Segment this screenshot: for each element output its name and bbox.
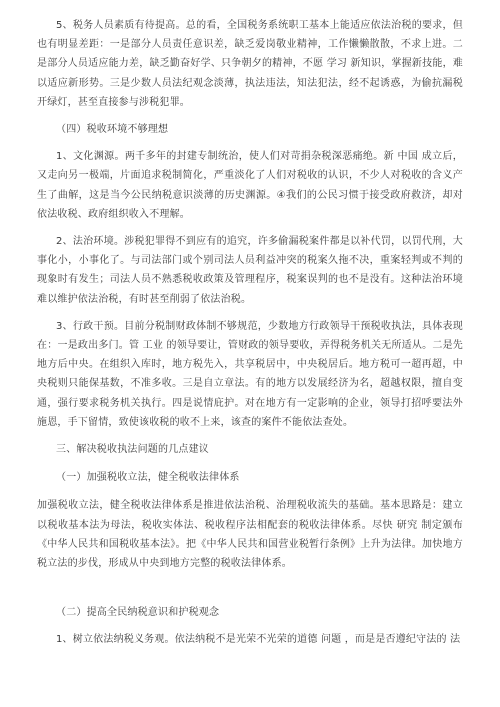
- subsection-heading-awareness: （二）提高全民纳税意识和护税观念: [56, 607, 220, 619]
- paragraph-tax-obligation: 1、树立依法纳税义务观。依法纳税不是光荣不光荣的道德 问题 ，而是是否遵纪守法的 法: [56, 634, 461, 646]
- paragraph-cultural-origin: 1、文化渊源。两千多年的封建专制统治，使人们对苛捐杂税深恶痛绝。新 中国 成立后，又走向另一极端，片面追求税制简化，严重淡化了人们对税收的认识，不少人对税收的含义产生了曲解，这是当今公民纳税意识淡薄的历史渊源。④我们的公民习惯于接受政府救济，却对依法收税、政府组织收入不理解。: [37, 151, 463, 220]
- paragraph-staff-quality: 5、税务人员素质有待提高。总的看，全国税务系统职工基本上能适应依法治税的要求，但也有明显差距：一是部分人员责任意识差，缺乏爱岗敬业精神，工作懒懒散散，不求上进。二是部分人员适应能力差，缺乏勤奋好学、只争朝夕的精神，不愿 学习 新知识，掌握新技能，难以适应新形势。三是少数人员法纪观念淡薄，执法违法，知法犯法，经不起诱惑，为偷抗漏税开绿灯，甚至直接参与涉税犯罪。: [37, 20, 463, 108]
- document-page: [37, 16, 463, 650]
- subsection-heading-legislation: （一）加强税收立法，健全税收法律体系: [56, 472, 240, 484]
- paragraph-legal-environment: 2、法治环境。涉税犯罪得不到应有的追究，许多偷漏税案件都是以补代罚，以罚代刑，大事化小，小事化了。与司法部门或个别司法人员利益冲突的税案久拖不决，重案轻判或不判的现象时有发生；司法人员不熟悉税收政策及管理程序，税案误判的也不是没有。这种法治环境难以维护依法治税，有时甚至削弱了依法治税。: [37, 236, 463, 305]
- paragraph-legislation: 加强税收立法，健全税收法律体系是推进依法治税、治理税收流失的基础。基本思路是：建立以税收基本法为母法，税收实体法、税收程序法相配套的税收法律体系。尽快 研究 制定颁布《中华人民共和国税收基本法》。把《中华人民共和国营业税暂行条例》上升为法律。加快地方税立法的步伐，形成从中央到地方完整的税收法律体系。: [37, 500, 463, 570]
- section-heading-suggestions: 三、解决税收执法问题的几点建议: [56, 444, 209, 456]
- section-heading-tax-environment: （四）税收环境不够理想: [56, 124, 169, 136]
- paragraph-administrative-interference: 3、行政干预。目前分税制财政体制不够规范，少数地方行政领导干预税收执法，具体表现在：一是政出多门。管 工业 的领导要让，管财政的领导要收，弄得税务机关无所适从。二是先地方后中央。在组织入库时，地方税先入，共享税居中，中央税居后。地方税可一超再超，中央税则只能保基数，不准多收。三是自立章法。有的地方以发展经济为名，超越权限，擅自变通，强行要求税务机关执行。四是说情庇护。对在地方有一定影响的企业，领导打招呼要法外施恩，手下留情，致使该收税的收不上来，该查的案件不能依法查处。: [37, 320, 463, 428]
